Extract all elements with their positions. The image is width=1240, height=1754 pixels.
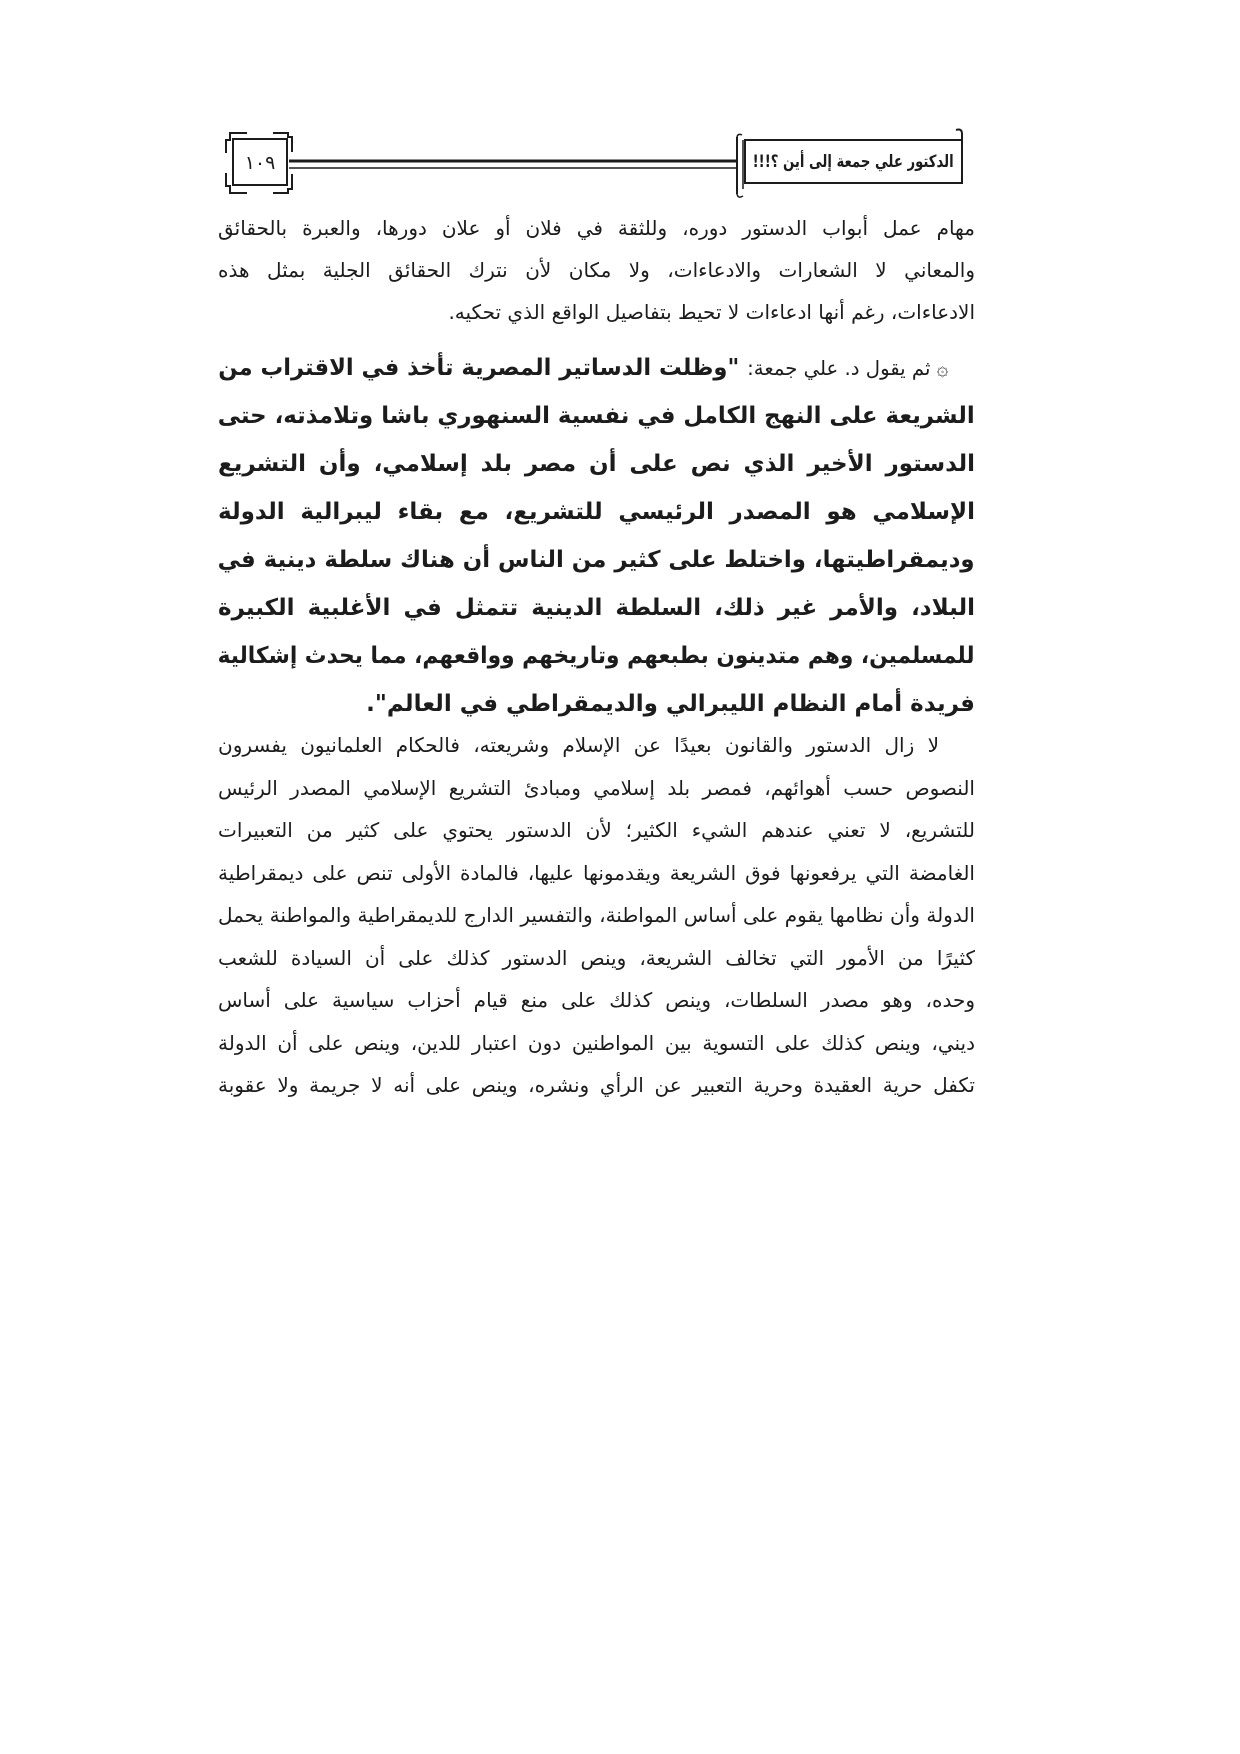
- text-line: [218, 937, 975, 980]
- text-line: [218, 724, 975, 767]
- line-text: ديني، وينص كذلك على التسوية بين المواطنين دون اعتبار للدين، وينص على أن الدولة: [218, 1030, 975, 1055]
- text-line: [218, 584, 975, 632]
- header-ornament: [0, 0, 1240, 220]
- page-number: ١٠٩: [244, 151, 276, 174]
- text-line: [218, 979, 975, 1022]
- text-line: [218, 488, 975, 536]
- text-line: [218, 1022, 975, 1065]
- text-line: [218, 536, 975, 584]
- text-line: [218, 392, 975, 440]
- line-text: الادعاءات، رغم أنها ادعاءات لا تحيط بتفاصيل الواقع الذي تحكيه.: [448, 300, 975, 324]
- text-line: [218, 207, 975, 249]
- quote-text: وديمقراطيتها، واختلط على كثير من الناس أن هناك سلطة دينية في: [218, 547, 975, 573]
- quote-text: فريدة أمام النظام الليبرالي والديمقراطي في العالم".: [366, 691, 975, 717]
- line-text: كثيرًا من الأمور التي تخالف الشريعة، وينص الدستور كذلك على أن السيادة للشعب: [218, 945, 975, 970]
- running-header: [748, 142, 959, 182]
- quote-text: البلاد، والأمر غير ذلك، السلطة الدينية تتمثل في الأغلبية الكبيرة: [218, 595, 975, 621]
- text-line: [218, 291, 975, 333]
- text-line: [218, 249, 975, 291]
- line-text: وحده، وهو مصدر السلطات، وينص كذلك على منع قيام أحزاب سياسية على أساس: [218, 988, 975, 1012]
- quote-text: الإسلامي هو المصدر الرئيسي للتشريع، مع بقاء ليبرالية الدولة: [218, 499, 975, 525]
- quote-text: للمسلمين، وهم متدينون بطبعهم وتاريخهم وواقعهم، مما يحدث إشكالية: [218, 643, 975, 669]
- quote-text: الشريعة على النهج الكامل في نفسية السنهوري باشا وتلامذته، حتى: [218, 403, 975, 429]
- text-line: [218, 852, 975, 895]
- text-line: [218, 767, 975, 810]
- line-text: مهام عمل أبواب الدستور دوره، وللثقة في فلان أو علان دورها، والعبرة بالحقائق: [218, 216, 975, 240]
- line-text: [218, 344, 948, 392]
- quote-attribution: ۞ ثم يقول د. علي جمعة:: [746, 356, 948, 380]
- line-text: الدولة وأن نظامها يقوم على أساس المواطنة، والتفسير الدارج للديمقراطية والمواطنة يحمل: [218, 903, 975, 927]
- scroll-roll-curl-top: [737, 134, 742, 137]
- line-text: والمعاني لا الشعارات والادعاءات، ولا مكان لأن نترك الحقائق الجلية بمثل هذه: [218, 258, 975, 282]
- text-line: [218, 1064, 975, 1107]
- scroll-roll-curl: [737, 194, 743, 197]
- text-line: [218, 680, 975, 728]
- paragraph-1: [218, 207, 975, 333]
- running-header-title: الدكتور علي جمعة إلى أين ؟!!!: [753, 152, 954, 172]
- text-line: [218, 809, 975, 852]
- quote-text: الدستور الأخير الذي نص على أن مصر بلد إسلامي، وأن التشريع: [218, 451, 975, 477]
- text-line: [218, 344, 975, 392]
- quote-text: "وظلت الدساتير المصرية تأخذ في الاقتراب من: [218, 355, 740, 381]
- text-line: [218, 632, 975, 680]
- line-text: للتشريع، لا تعني عندهم الشيء الكثير؛ لأن الدستور يحتوي على كثير من التعبيرات: [218, 818, 975, 842]
- text-line: [218, 440, 975, 488]
- quotation-paragraph: [218, 344, 975, 728]
- line-text: الغامضة التي يرفعونها فوق الشريعة ويقدمونها عليها، فالمادة الأولى تنص على ديمقراطية: [218, 860, 975, 885]
- line-text: تكفل حرية العقيدة وحرية التعبير عن الرأي ونشره، وينص على أنه لا جريمة ولا عقوبة: [218, 1073, 975, 1097]
- paragraph-3: [218, 724, 975, 1107]
- text-line: [218, 894, 975, 937]
- line-text: النصوص حسب أهوائهم، فمصر بلد إسلامي ومبادئ التشريع الإسلامي المصدر الرئيس: [218, 775, 975, 800]
- line-text: لا زال الدستور والقانون بعيدًا عن الإسلام وشريعته، فالحكام العلمانيون يفسرون: [218, 733, 939, 757]
